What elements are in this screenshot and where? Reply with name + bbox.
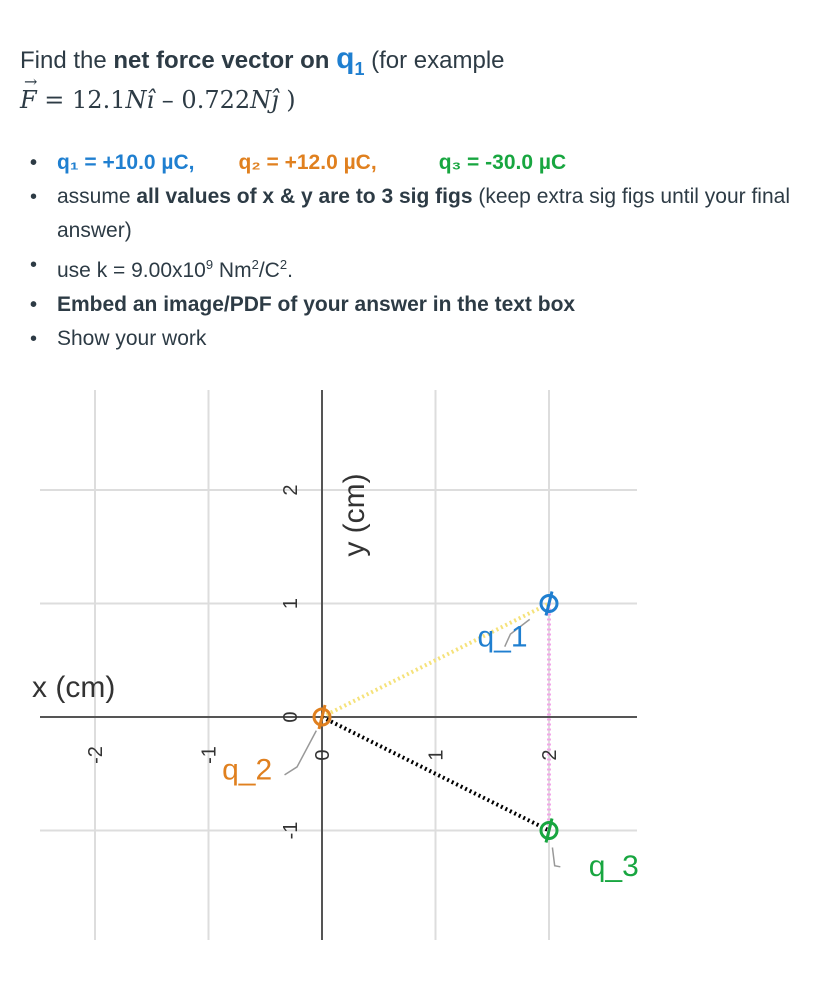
charge-label-q_3: q_3 [588, 849, 639, 883]
charge-subscript: 1 [354, 59, 365, 79]
show-work-item: • Show your work [22, 322, 812, 356]
example-formula: → F = 12.1Nî – 0.722Nĵ ) [20, 72, 296, 114]
sigfigs-item: • assume all values of x & y are to 3 sig figs (keep extra sig figs until your final answer) [22, 180, 812, 248]
y-tick-label: -1 [280, 821, 302, 840]
instruction-list [22, 146, 812, 356]
x-tick-label: -1 [198, 746, 221, 764]
y-tick-label: 0 [280, 711, 302, 723]
formula-x-coefficient: 12.1 [72, 86, 126, 114]
x-tick-label: 2 [539, 749, 561, 761]
label-leader-q_3 [552, 848, 560, 867]
question-emphasis: net force vector on [113, 47, 330, 74]
x-tick-label: 1 [425, 749, 448, 761]
k-constant-item: • use $k = 9.00x10^9$ $Nm^2/C^2$. [22, 248, 812, 288]
charge-label-q_2: q_2 [222, 753, 273, 787]
charge-label-q_1: q_1 [477, 620, 528, 654]
formula-ihat: î [146, 86, 155, 114]
charge-label-q1 [336, 42, 365, 79]
x-tick-label: 0 [312, 749, 334, 761]
charge-q3-value: q₃ = -30.0 µC [438, 151, 567, 174]
y-axis-label: y (cm) [338, 473, 371, 557]
charge-q2-value: q₂ = +12.0 µC, [238, 151, 377, 174]
embed-item: • Embed an image/PDF of your answer in the text box [22, 288, 812, 322]
x-tick-label: -2 [85, 746, 107, 764]
charge-q1-value: q₁ = +10.0 µC, [57, 151, 195, 174]
question-tail: (for example [364, 47, 505, 74]
charges-item [22, 146, 812, 180]
charge-symbol: q [336, 42, 355, 75]
y-tick-label: 2 [280, 484, 302, 496]
y-tick-label: 1 [280, 597, 302, 610]
formula-lhs: → F [20, 72, 38, 114]
charge-diagram [0, 380, 680, 970]
question-lead: Find the [20, 47, 107, 74]
x-axis-label: x (cm) [32, 671, 116, 704]
formula-jhat: ĵ [271, 86, 279, 114]
formula-unit-x: N [125, 86, 147, 114]
formula-y-coefficient: 0.722 [181, 86, 251, 114]
formula-unit-y: N [250, 86, 272, 114]
question-text [20, 42, 505, 86]
